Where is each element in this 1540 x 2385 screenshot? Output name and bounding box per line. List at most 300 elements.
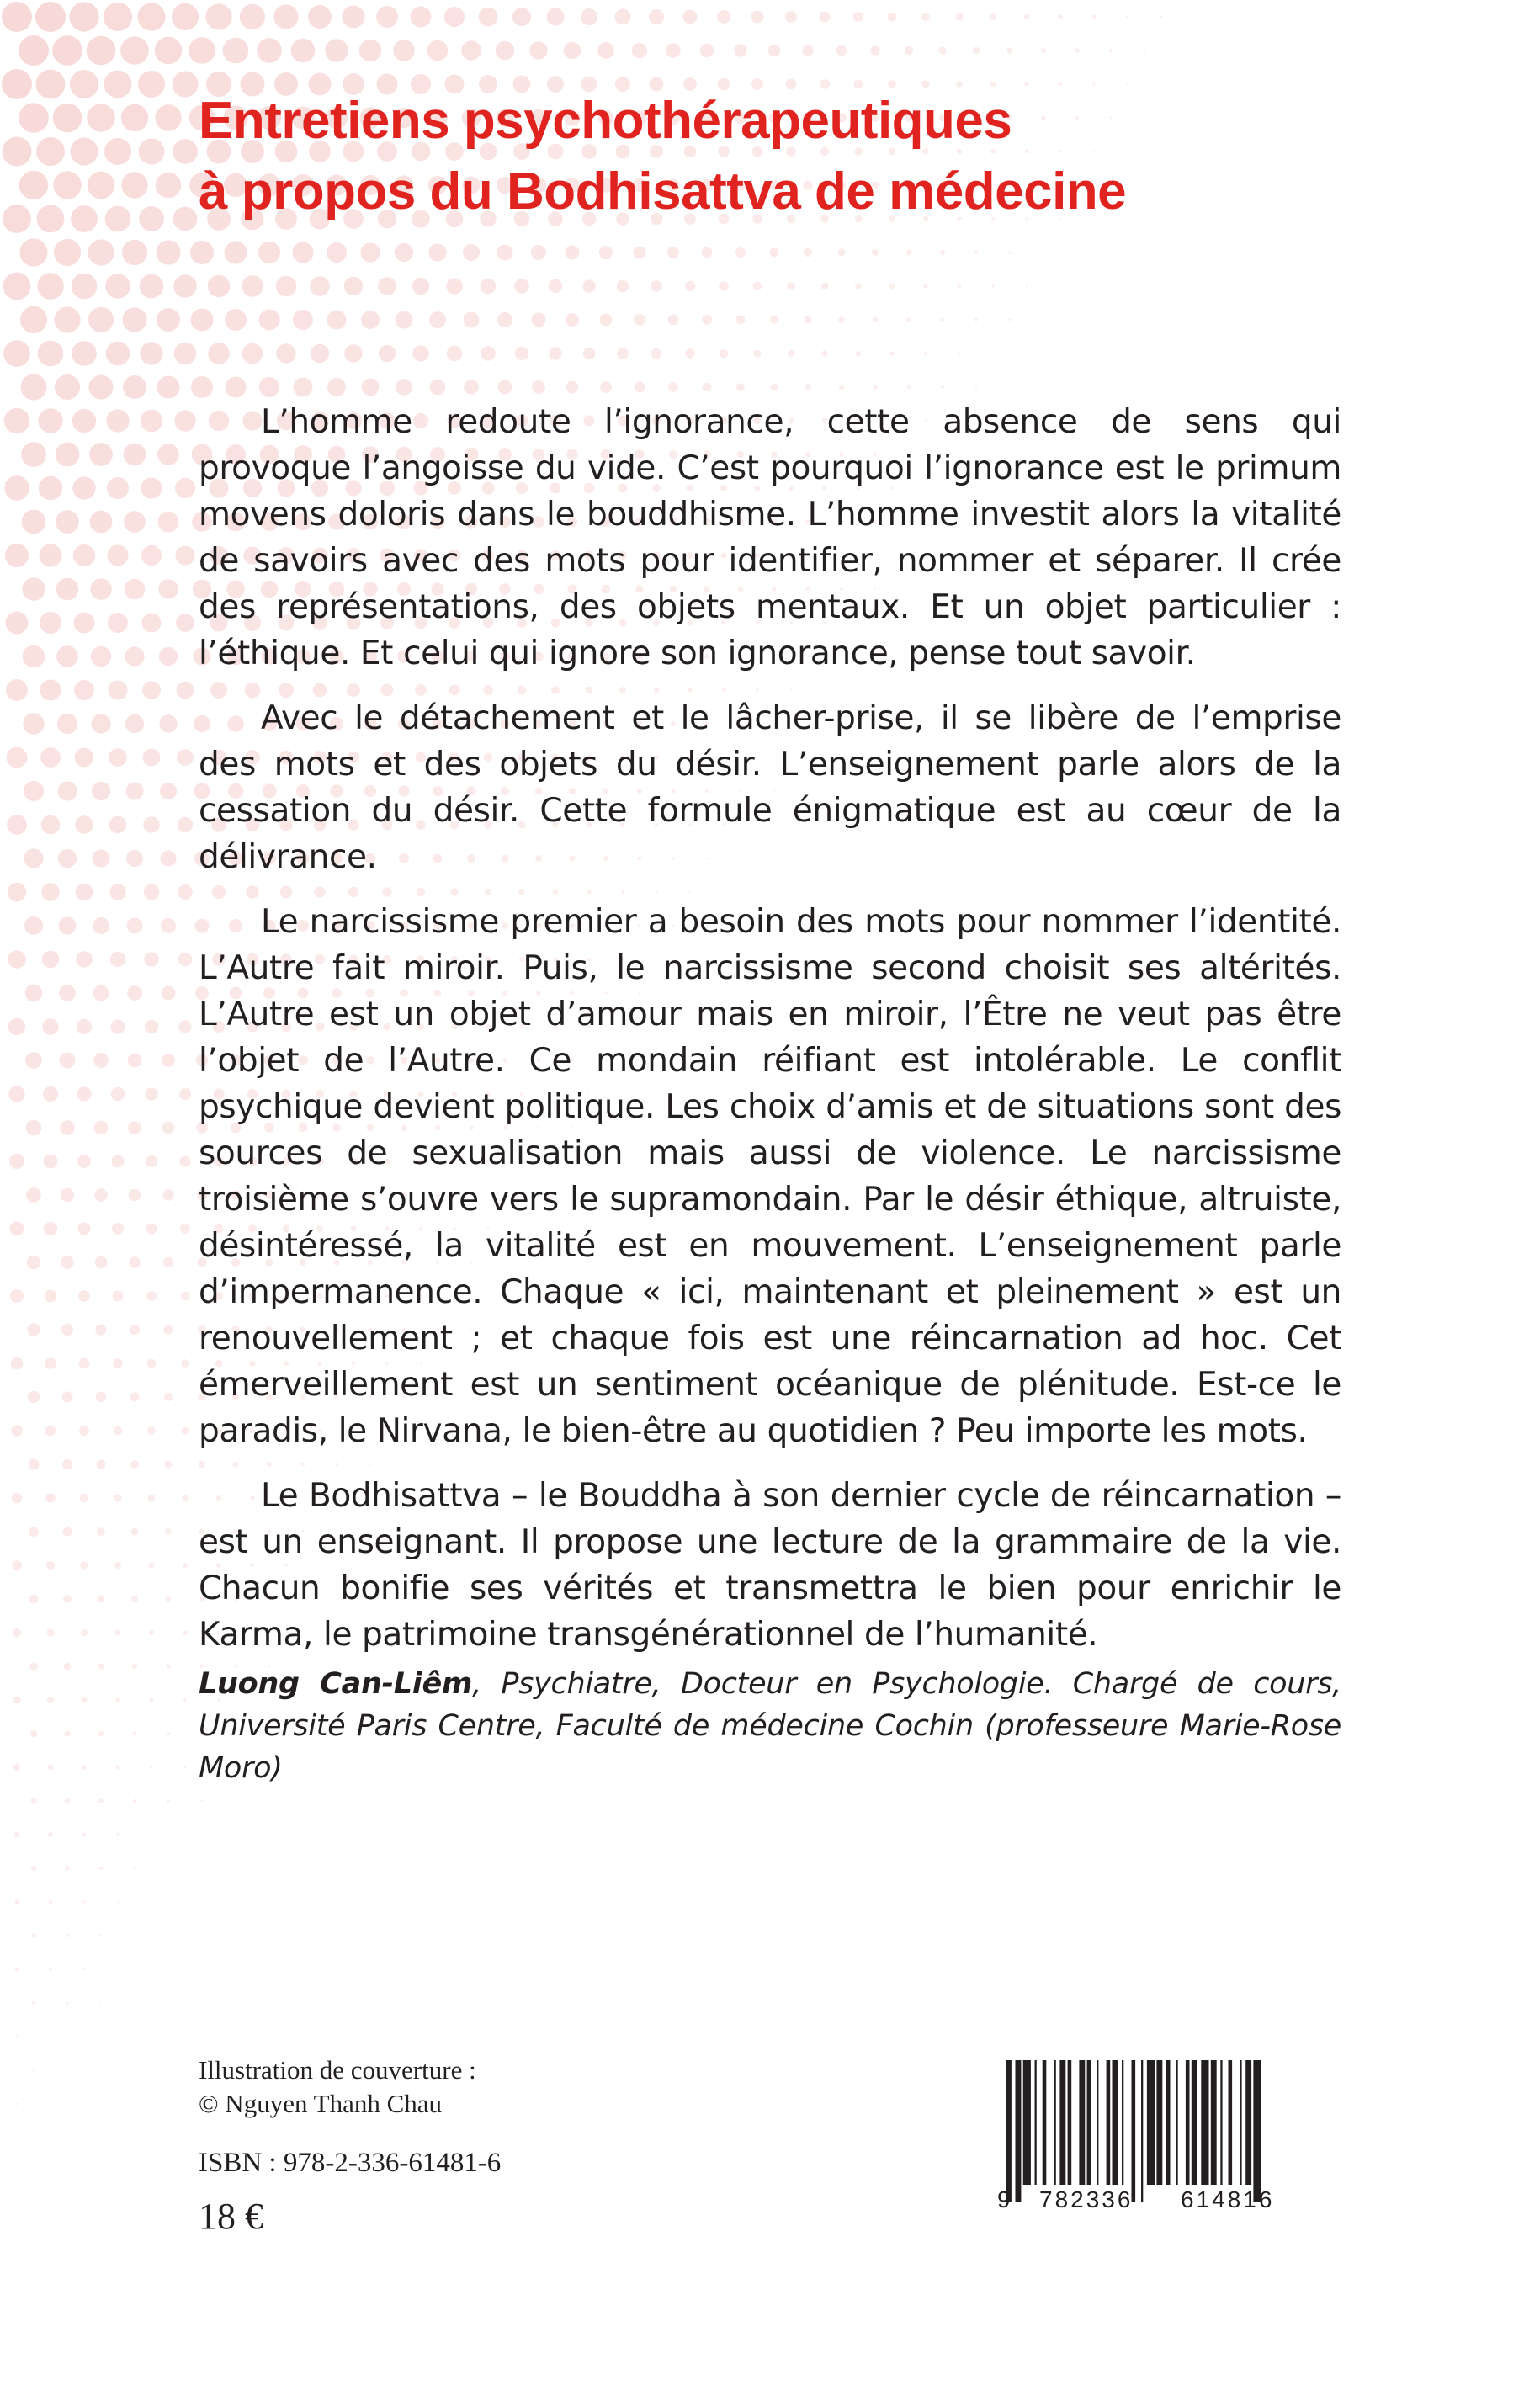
background-dot	[632, 43, 647, 58]
background-dot	[121, 172, 147, 198]
background-dot	[785, 11, 797, 23]
background-dot	[45, 1357, 56, 1369]
background-dot	[165, 1461, 173, 1469]
background-dot	[768, 45, 780, 56]
background-dot	[183, 1630, 187, 1634]
background-dot	[80, 1494, 88, 1502]
background-dot	[88, 307, 114, 332]
background-dot	[161, 851, 177, 867]
background-dot	[872, 249, 879, 256]
background-dot	[412, 345, 428, 361]
background-dot	[600, 314, 613, 327]
background-dot	[497, 245, 513, 261]
background-dot	[668, 315, 679, 326]
background-dot	[159, 647, 178, 666]
background-dot	[753, 282, 762, 290]
barcode-bar	[1147, 2060, 1155, 2185]
background-dot	[74, 680, 94, 700]
background-dot	[176, 614, 194, 632]
background-dot	[113, 1291, 124, 1302]
background-dot	[104, 138, 131, 165]
background-dot	[94, 1121, 109, 1135]
background-dot	[855, 283, 861, 289]
barcode-bar	[1176, 2060, 1177, 2185]
background-dot	[258, 242, 280, 263]
background-dot	[142, 681, 161, 699]
background-dot	[582, 279, 595, 292]
background-dot	[10, 1289, 24, 1303]
barcode-bar	[1156, 2060, 1162, 2185]
background-dot	[151, 1834, 153, 1836]
book-title-line-1: Entretiens psychothérapeutiques	[199, 92, 1012, 150]
barcode-bar	[1245, 2060, 1251, 2185]
background-dot	[116, 1833, 119, 1836]
background-dot	[40, 612, 61, 634]
background-dot	[190, 241, 214, 264]
background-dot	[292, 242, 313, 263]
background-dot	[1076, 252, 1078, 253]
background-dot	[15, 2035, 18, 2037]
barcode-right-group: 614816	[1181, 2186, 1275, 2212]
barcode-bar	[1068, 2060, 1072, 2185]
background-dot	[23, 645, 45, 668]
background-dot	[44, 1155, 58, 1169]
background-dot	[13, 1697, 21, 1704]
background-dot	[131, 1528, 139, 1536]
background-dot	[72, 274, 98, 300]
background-dot	[150, 1766, 153, 1769]
background-dot	[257, 38, 282, 63]
background-dot	[148, 1495, 155, 1501]
background-dot	[115, 1697, 120, 1702]
background-dot	[139, 206, 164, 231]
background-dot	[77, 1019, 92, 1034]
background-dot	[55, 374, 80, 400]
background-dot	[549, 279, 562, 293]
background-dot	[41, 815, 61, 835]
background-dot	[80, 1561, 88, 1569]
background-dot	[59, 985, 76, 1001]
background-dot	[1160, 16, 1163, 19]
background-dot	[617, 280, 629, 292]
background-dot	[105, 274, 130, 299]
background-dot	[66, 2069, 68, 2071]
background-dot	[164, 1393, 173, 1401]
background-dot	[52, 35, 82, 66]
background-dot	[308, 5, 332, 29]
background-dot	[273, 4, 298, 29]
background-dot	[165, 1528, 172, 1535]
background-dot	[991, 284, 994, 287]
background-dot	[181, 1359, 189, 1368]
background-dot	[802, 45, 813, 56]
background-dot	[90, 578, 112, 600]
background-dot	[54, 306, 80, 332]
background-dot	[110, 952, 125, 967]
background-dot	[805, 316, 812, 324]
background-dot	[20, 306, 47, 333]
background-dot	[125, 782, 143, 799]
background-dot	[325, 39, 348, 62]
background-dot	[109, 748, 127, 767]
background-dot	[61, 1391, 72, 1402]
background-dot	[110, 1019, 125, 1033]
background-dot	[112, 1155, 125, 1168]
background-dot	[93, 985, 109, 1001]
barcode-bar	[1059, 2060, 1065, 2185]
background-dot	[140, 274, 164, 299]
background-dot	[146, 1291, 157, 1301]
background-dot	[56, 645, 78, 667]
background-dot	[19, 171, 48, 199]
background-dot	[120, 36, 149, 65]
background-dot	[38, 408, 62, 433]
background-dot	[178, 884, 193, 900]
background-dot	[61, 1324, 73, 1336]
background-dot	[156, 240, 180, 264]
background-dot	[124, 511, 146, 533]
background-dot	[184, 1766, 187, 1769]
isbn: ISBN : 978-2-336-61481-6	[199, 2148, 502, 2178]
background-dot	[276, 276, 297, 297]
background-dot	[547, 8, 565, 26]
background-dot	[12, 1560, 21, 1570]
background-dot	[133, 1867, 135, 1869]
background-dot	[13, 1628, 21, 1637]
background-dot	[177, 682, 194, 699]
background-dot	[57, 781, 77, 800]
background-dot	[157, 308, 180, 332]
background-dot	[804, 248, 812, 257]
background-dot	[174, 343, 197, 365]
background-dot	[96, 1392, 106, 1402]
background-dot	[181, 1292, 190, 1301]
background-dot	[191, 309, 214, 332]
background-dot	[107, 477, 129, 499]
background-dot	[8, 1018, 25, 1035]
background-dot	[104, 3, 132, 31]
background-dot	[906, 250, 912, 256]
background-dot	[111, 1087, 125, 1101]
background-dot	[481, 346, 495, 360]
background-dot	[838, 316, 845, 323]
background-dot	[129, 1189, 141, 1201]
background-dot	[58, 849, 77, 868]
background-dot	[201, 1800, 203, 1802]
background-dot	[62, 1459, 72, 1469]
background-dot	[162, 1122, 175, 1134]
background-dot	[167, 1732, 170, 1735]
background-dot	[36, 137, 65, 166]
background-dot	[905, 46, 913, 55]
barcode-bar	[1253, 2060, 1261, 2202]
background-dot	[30, 1730, 38, 1738]
background-dot	[149, 1630, 154, 1635]
background-dot	[446, 278, 463, 295]
background-dot	[53, 104, 82, 133]
barcode-bar	[1132, 2060, 1136, 2202]
background-dot	[88, 172, 114, 199]
background-dot	[60, 1120, 75, 1135]
background-dot	[147, 1426, 156, 1435]
background-dot	[15, 1968, 19, 1972]
background-dot	[3, 340, 30, 367]
background-dot	[56, 510, 79, 534]
background-dot	[853, 12, 863, 22]
background-dot	[24, 781, 44, 801]
background-dot	[1058, 14, 1063, 19]
background-dot	[600, 381, 612, 393]
background-dot	[22, 510, 46, 534]
background-dot	[126, 850, 143, 867]
background-dot	[141, 410, 162, 432]
background-dot	[702, 247, 713, 258]
background-dot	[146, 1224, 157, 1235]
background-dot	[114, 1629, 120, 1635]
background-dot	[174, 410, 195, 431]
background-dot	[167, 1867, 169, 1869]
background-dot	[923, 284, 927, 288]
background-dot	[122, 307, 146, 332]
background-dot	[131, 1596, 138, 1602]
background-dot	[873, 385, 878, 390]
background-dot	[113, 1358, 123, 1368]
background-dot	[205, 3, 231, 29]
background-dot	[1109, 49, 1113, 52]
background-dot	[162, 1189, 173, 1200]
background-dot	[581, 8, 597, 25]
background-dot	[108, 613, 128, 633]
barcode-bar	[1141, 2060, 1143, 2202]
background-dot	[924, 352, 927, 355]
background-dot	[82, 1900, 86, 1904]
background-dot	[821, 283, 828, 289]
background-dot	[361, 311, 380, 329]
background-dot	[685, 348, 694, 358]
background-dot	[463, 244, 480, 261]
background-dot	[683, 10, 698, 24]
background-dot	[3, 273, 31, 300]
background-dot	[78, 1290, 90, 1302]
background-dot	[751, 11, 764, 24]
background-dot	[396, 379, 412, 396]
background-dot	[53, 171, 81, 199]
background-dot	[139, 139, 165, 165]
background-dot	[26, 1187, 41, 1203]
background-dot	[411, 7, 432, 28]
background-dot	[37, 205, 65, 233]
background-dot	[31, 1866, 36, 1871]
background-dot	[29, 1527, 39, 1537]
background-dot	[98, 1798, 103, 1803]
background-dot	[735, 247, 746, 258]
background-dot	[820, 12, 831, 23]
background-dot	[98, 1596, 105, 1603]
barcode-bar	[1240, 2060, 1241, 2185]
background-dot	[155, 37, 183, 65]
background-dot	[47, 1697, 54, 1703]
background-dot	[130, 1393, 140, 1402]
background-dot	[87, 104, 114, 131]
background-dot	[147, 1359, 157, 1368]
paragraph-2: Avec le détachement et le lâcher-prise, il se libère de l’emprise des mots et des objets du désir. L’enseignement parle alors de la cessation du désir. Cette formule énigmatique est au cœur de la délivrance.	[199, 699, 1341, 876]
background-dot	[72, 409, 96, 433]
background-dot	[69, 2, 98, 31]
barcode-bar	[1054, 2060, 1056, 2185]
background-dot	[597, 42, 613, 58]
paragraph-4: Le Bodhisattva – le Bouddha à son dernier cycle de réincarnation – est un enseignant. Il propose une lecture de la grammaire de la vie. Chacun bonifie ses vérités et transmettra le bien pour enrichir le Karma, le patrimoine transgénérationnel de l’humanité.	[199, 1477, 1341, 1654]
background-dot	[145, 1087, 157, 1100]
background-dot	[666, 43, 680, 57]
background-dot	[97, 1460, 106, 1469]
background-dot	[311, 344, 329, 363]
background-dot	[43, 1086, 58, 1102]
background-dot	[83, 1968, 86, 1971]
background-dot	[293, 310, 313, 330]
background-dot	[95, 1324, 106, 1335]
background-dot	[156, 173, 181, 198]
background-dot	[141, 477, 162, 498]
background-dot	[240, 4, 265, 29]
background-dot	[63, 1595, 72, 1603]
background-dot	[172, 3, 199, 30]
background-dot	[33, 2069, 35, 2072]
background-dot	[56, 443, 80, 467]
background-dot	[2, 69, 32, 99]
barcode-bar	[1023, 2060, 1031, 2185]
background-dot	[189, 37, 215, 64]
background-dot	[839, 385, 845, 390]
background-dot	[223, 38, 249, 64]
background-dot	[259, 377, 279, 397]
background-dot	[49, 1900, 53, 1904]
background-dot	[128, 1054, 142, 1068]
background-dot	[497, 312, 512, 327]
background-dot	[566, 246, 580, 260]
background-dot	[63, 1527, 72, 1537]
background-dot	[276, 343, 295, 363]
background-dot	[71, 205, 98, 232]
background-dot	[182, 1427, 189, 1435]
background-dot	[178, 953, 192, 966]
background-dot	[144, 952, 158, 966]
background-dot	[529, 41, 547, 59]
background-dot	[40, 680, 61, 701]
background-dot	[19, 238, 47, 266]
background-dot	[651, 348, 661, 359]
background-dot	[566, 313, 579, 327]
background-dot	[3, 205, 31, 233]
background-dot	[33, 2137, 35, 2138]
background-dot	[133, 1799, 136, 1803]
barcode-bar	[1113, 2060, 1118, 2185]
background-dot	[60, 1053, 76, 1069]
background-dot	[479, 8, 498, 27]
background-dot	[46, 1561, 55, 1570]
background-dot	[178, 817, 194, 833]
background-dot	[114, 1426, 123, 1436]
background-dot	[158, 579, 178, 599]
background-dot	[145, 1020, 158, 1033]
book-title	[199, 86, 1394, 227]
background-dot	[532, 380, 545, 394]
background-dot	[464, 380, 479, 395]
background-dot	[770, 316, 778, 324]
background-dot	[160, 783, 177, 799]
background-dot	[360, 242, 380, 262]
background-dot	[921, 13, 930, 21]
background-dot	[72, 476, 95, 499]
barcode-bar	[1166, 2060, 1171, 2185]
background-dot	[157, 444, 179, 465]
background-dot	[77, 1086, 91, 1101]
background-dot	[428, 243, 446, 261]
background-dot	[77, 1155, 91, 1168]
background-dot	[143, 816, 160, 833]
background-dot	[127, 985, 142, 1001]
background-dot	[24, 916, 43, 935]
background-dot	[29, 1662, 38, 1671]
author-signature	[199, 1663, 1341, 1789]
background-dot	[88, 239, 114, 265]
background-dot	[124, 444, 146, 466]
background-dot	[178, 1020, 191, 1033]
background-dot	[736, 316, 746, 325]
background-dot	[132, 1731, 136, 1735]
background-dot	[11, 1425, 23, 1437]
background-dot	[734, 44, 746, 56]
background-dot	[30, 1798, 36, 1803]
background-dot	[1043, 319, 1044, 321]
background-dot	[719, 281, 728, 290]
barcode-bar	[1087, 2060, 1091, 2185]
background-dot	[163, 1257, 173, 1267]
background-dot	[49, 1968, 52, 1971]
background-dot	[5, 544, 29, 567]
background-dot	[224, 241, 247, 263]
illustration-author: © Nguyen Thanh Chau	[199, 2089, 443, 2118]
background-dot	[481, 279, 497, 295]
background-dot	[2, 2, 32, 32]
barcode-bar	[1229, 2060, 1233, 2185]
background-dot	[173, 139, 198, 164]
background-dot	[429, 311, 446, 328]
background-dot	[464, 312, 480, 328]
background-dot	[1127, 83, 1129, 86]
background-dot	[396, 311, 413, 329]
barcode	[997, 2060, 1325, 2220]
background-dot	[122, 240, 147, 265]
background-dot	[14, 1832, 20, 1838]
background-dot	[549, 347, 561, 359]
background-dot	[958, 352, 960, 354]
background-dot	[208, 343, 230, 364]
background-dot	[183, 1698, 187, 1702]
barcode-first-digit: 9	[997, 2186, 1013, 2212]
background-dot	[515, 347, 528, 360]
background-dot	[175, 478, 195, 498]
background-dot	[151, 1901, 152, 1903]
background-dot	[46, 1628, 54, 1636]
background-dot	[98, 1663, 104, 1670]
background-dot	[344, 277, 364, 296]
background-dot	[208, 275, 231, 298]
background-dot	[166, 1664, 171, 1669]
background-dot	[771, 384, 778, 391]
background-dot	[48, 1765, 54, 1771]
background-dot	[87, 36, 116, 66]
background-dot	[117, 1901, 119, 1904]
